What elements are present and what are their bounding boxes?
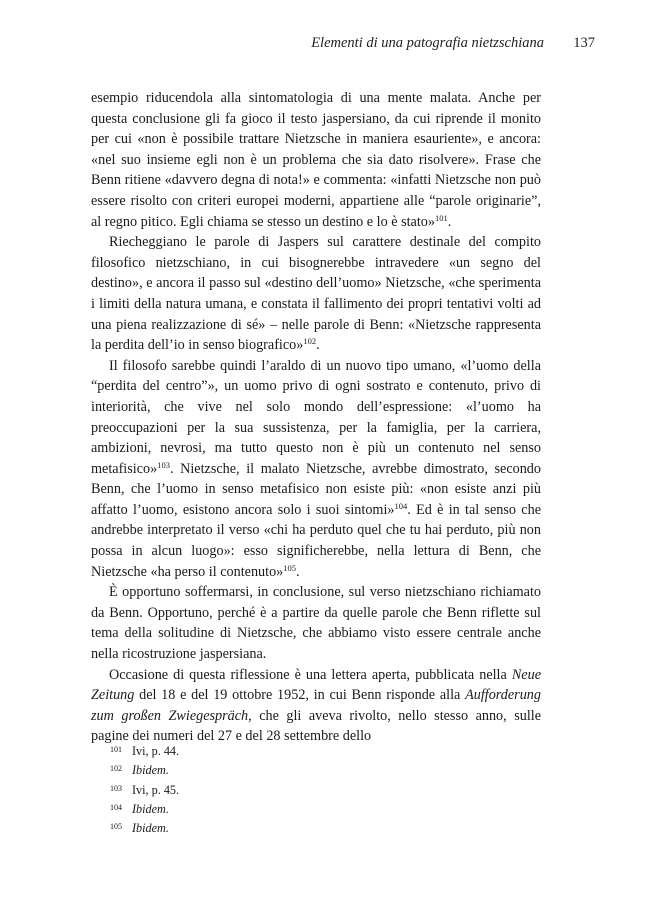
paragraph-4 — [91, 582, 541, 664]
paragraph-5 — [91, 665, 541, 747]
footnote-102 — [110, 760, 540, 779]
text-run: esempio riducendola alla sintomatologia di una mente malata. Anche per questa conclusione gli fa gioco il testo jaspersiano, da cui riprende il monito per cui «non è possibile trattare Nietzsche in maniera esauriente», e ancora: «nel suo insieme egli non è un problema che sia dato risolvere». Frase che Benn ritiene «davvero degna di nota!» e commenta: «infatti Nietzsche non può essere risolto con criteri europei moderni, appartiene alle “parole originarie”, al regno pitico. Egli chiama se stesso un destino e lo è stato» — [91, 90, 541, 230]
footnotes — [110, 741, 540, 837]
footnote-text: Ivi, p. 45. — [132, 782, 180, 797]
footnote-text: Ibidem. — [132, 821, 169, 836]
footnote-number: 104 — [110, 802, 122, 812]
footnote-101 — [110, 741, 540, 760]
paragraph-1 — [91, 88, 541, 232]
text-run: . Ed è in tal senso che andrebbe interpretato il verso «chi ha perduto quel che tu hai perduto, più non possa in alcun luogo»: esso significherebbe, nella lettura di Benn, che Nietzsche «ha perso il contenuto» — [91, 501, 541, 580]
text-run: Occasione di questa riflessione è una lettera aperta, pubblicata nella — [109, 666, 512, 683]
paragraph-2 — [91, 232, 541, 356]
text-run: , che gli aveva rivolto, nello stesso anno, sulle pagine dei numeri del 27 e del 28 settembre dello — [91, 707, 541, 745]
footnote-text: Ibidem. — [132, 801, 169, 816]
text-run: . Nietzsche, il malato Nietzsche, avrebbe dimostrato, secondo Benn, che l’uomo in senso metafisico non esiste più: «non esiste anzi più affatto l’uomo, esistono ancora solo i suoi sintomi» — [91, 460, 541, 518]
body-text — [91, 88, 541, 747]
footnote-number: 103 — [110, 783, 122, 793]
footnote-number: 101 — [110, 745, 122, 754]
paragraph-3 — [91, 356, 541, 583]
text-run: . — [296, 563, 300, 580]
footnote-text: Ibidem. — [132, 763, 169, 778]
text-run: . — [316, 337, 320, 354]
text-run: del 18 e del 19 ottobre 1952, in cui Benn risponde alla — [134, 687, 466, 704]
footnote-ref-105: 105 — [283, 562, 297, 573]
footnote-ref-101: 101 — [434, 212, 448, 223]
italic-title-neue-zeitung: Neue Zeitung — [91, 666, 541, 704]
running-head: Elementi di una patografia nietzschiana — [311, 35, 544, 51]
footnote-ref-104: 104 — [394, 500, 408, 511]
footnote-103 — [110, 780, 540, 799]
footnote-number: 105 — [110, 822, 122, 832]
text-run: Riecheggiano le parole di Jaspers sul carattere destinale del compito filosofico nietzschiano, in cui bisognerebbe intravedere «un segno del destino», e ancora il passo sul «destino dell’uomo» Nietzsche, «che sperimenta i limiti della natura umana, e constata il fallimento dei propri tentativi volti ad una piena realizzazione di sé» – nelle parole di Benn: «Nietzsche rappresenta la perdita dell’io in senso biografico» — [91, 234, 541, 354]
italic-title-aufforderung: Aufforderung zum großen Zwiegespräch — [91, 687, 541, 724]
footnote-ref-103: 103 — [157, 459, 170, 470]
footnote-ref-102: 102 — [303, 336, 317, 347]
footnote-104 — [110, 799, 540, 818]
page-number: 137 — [573, 35, 595, 51]
footnote-text: Ivi, p. 44. — [132, 744, 180, 758]
text-run: Il filosofo sarebbe quindi l’araldo di un nuovo tipo umano, «l’uomo della “perdita del centro”», un uomo privo di ogni sostrato e contenuto, privo di interiorità, che vive nel solo mondo dell’espressione: «l’uomo ha preoccupazioni per la sua sussistenza, per la famiglia, per la carriera, ambizioni, nevrosi, ma tutto questo non è più un contenuto nel senso metafisico» — [91, 357, 541, 477]
text-run: È opportuno soffermarsi, in conclusione, sul verso nietzschiano richiamato da Benn. Opportuno, perché è a partire da quelle parole che Benn riflette sul tema della solitudine di Nietzsche, che abbiamo visto essere centrale anche nella ricostruzione jaspersiana. — [91, 584, 541, 663]
footnote-number: 102 — [110, 764, 122, 774]
footnote-105 — [110, 818, 540, 837]
text-run: . — [447, 213, 452, 230]
